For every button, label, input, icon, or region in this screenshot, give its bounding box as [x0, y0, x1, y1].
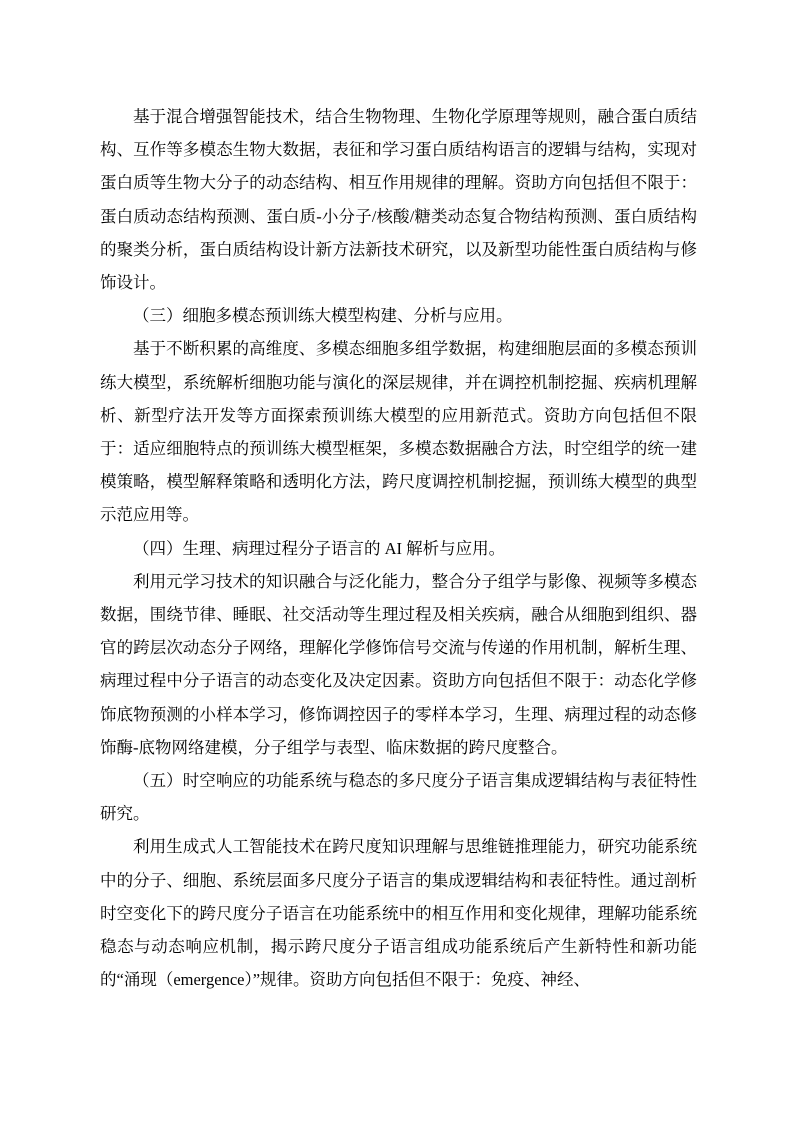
document-text-block — [100, 100, 697, 996]
paragraph-body-physiology-pathology: 利用元学习技术的知识融合与泛化能力，整合分子组学与影像、视频等多模态数据，围绕节律、睡眠、社交活动等生理过程及相关疾病，融合从细胞到组织、器官的跨层次动态分子网络，理解化学修饰信号交流与传递的作用机制，解析生理、病理过程中分子语言的动态变化及决定因素。资助方向包括但不限于：动态化学修饰底物预测的小样本学习，修饰调控因子的零样本学习，生理、病理过程的动态修饰酶-底物网络建模，分子组学与表型、临床数据的跨尺度整合。 — [100, 571, 697, 757]
paragraph-body-cell-pretrain-model: 基于不断积累的高维度、多模态细胞多组学数据，构建细胞层面的多模态预训练大模型，系统解析细胞功能与演化的深层规律，并在调控机制挖掘、疾病机理解析、新型疗法开发等方面探索预训练大模型的应用新范式。资助方向包括但不限于：适应细胞特点的预训练大模型框架，多模态数据融合方法，时空组学的统一建模策略，模型解释策略和透明化方法，跨尺度调控机制挖掘，预训练大模型的典型示范应用等。 — [100, 339, 697, 525]
heading-section-4: （四）生理、病理过程分子语言的 AI 解析与应用。 — [133, 538, 506, 558]
heading-section-3: （三）细胞多模态预训练大模型构建、分析与应用。 — [133, 306, 513, 326]
heading-section-5: （五）时空响应的功能系统与稳态的多尺度分子语言集成逻辑结构与表征特性研究。 — [100, 771, 697, 824]
paragraph-body-protein-structure: 基于混合增强智能技术，结合生物物理、生物化学原理等规则，融合蛋白质结构、互作等多模态生物大数据，表征和学习蛋白质结构语言的逻辑与结构，实现对蛋白质等生物大分子的动态结构、相互作用规律的理解。资助方向包括但不限于：蛋白质动态结构预测、蛋白质-小分子/核酸/糖类动态复合物结构预测、蛋白质结构的聚类分析，蛋白质结构设计新方法新技术研究，以及新型功能性蛋白质结构与修饰设计。 — [100, 107, 697, 293]
paragraph-body-emergence: 利用生成式人工智能技术在跨尺度知识理解与思维链推理能力，研究功能系统中的分子、细胞、系统层面多尺度分子语言的集成逻辑结构和表征特性。通过剖析时空变化下的跨尺度分子语言在功能系统中的相互作用和变化规律，理解功能系统稳态与动态响应机制，揭示跨尺度分子语言组成功能系统后产生新特性和新功能的“涌现（emergence）”规律。资助方向包括但不限于：免疫、神经、 — [100, 837, 697, 990]
